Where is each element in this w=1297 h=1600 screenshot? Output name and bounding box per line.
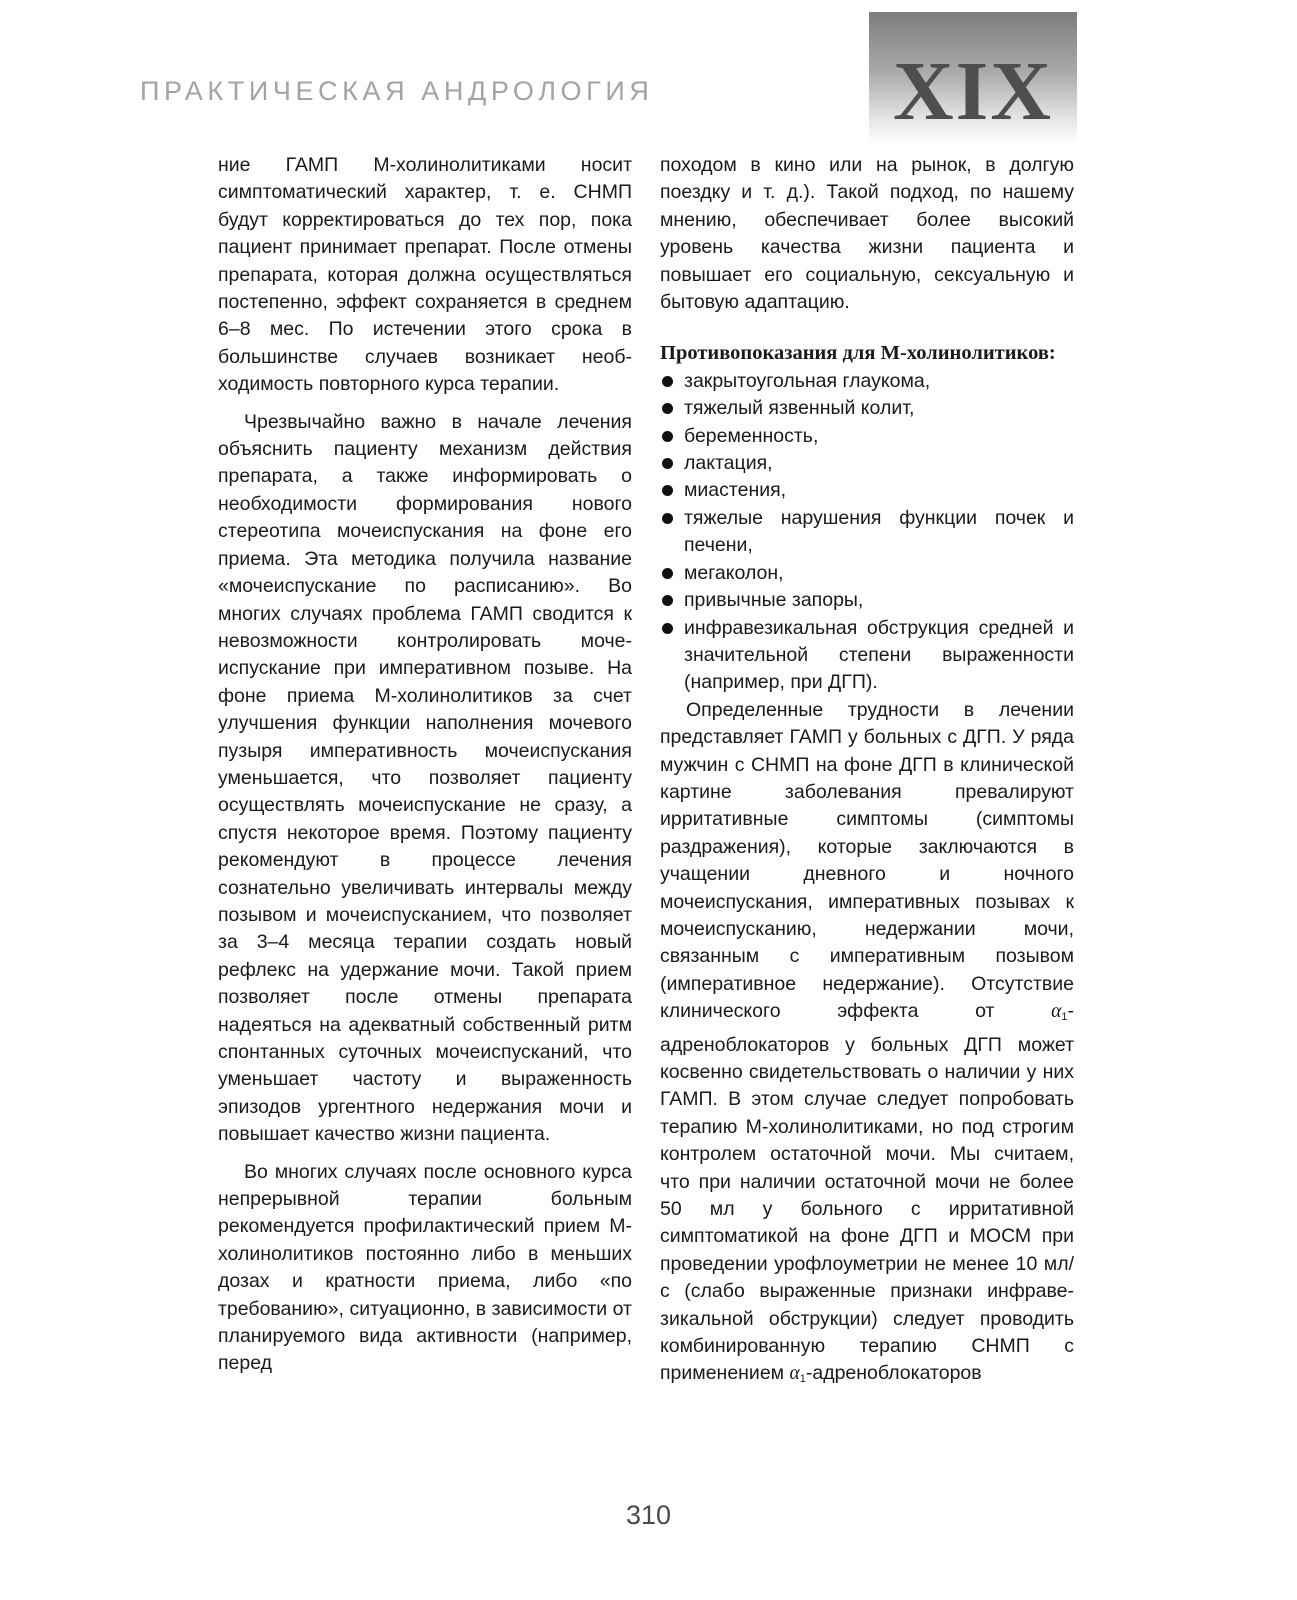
list-item: беременность,	[660, 423, 1074, 450]
paragraph: Во многих случаях после основного курса непрерывной терапии больным рекомендуется профилактический прием М-холинолитиков постоянно либо в меньших дозах и кратности приема, либо «по требованию», ситуационно, в зависимости от планируемого вида активности (например, перед	[218, 1160, 632, 1375]
left-column	[218, 152, 632, 1378]
alpha-subscript: 1	[1061, 1011, 1068, 1024]
list-item: инфравезикальная обструкция средней и значительной степени выраженности (например, при ДГП).	[660, 615, 1074, 697]
text-run: -адреноблокаторов у больных ДГП может косвенно свидетельствовать о наличии у них ГАМП. В этом случае следует попробовать терапию М-холинолитиками, но под строгим контролем остаточной мочи. Мы считаем, что при наличии остаточной мочи не более 50 мл у больного с ирритативной симптоматикой на фоне ДГП и МОСМ при проведении урофлоуметрии не менее 10 мл/с (слабо выраженные признаки инфравезикальной обструкции) следует проводить комбинированную терапию СНМП с применением	[660, 1000, 1074, 1385]
list-item: лактация,	[660, 450, 1074, 477]
section-title: Противопоказания для М-холинолитиков:	[660, 342, 1056, 365]
paragraph: походом в кино или на рынок, в долгую поездку и т. д.). Такой подход, по нашему мнению, обеспечивает более высокий уровень качества жизни пациента и повышает его социальную, сексуальную и бытовую адаптацию.	[660, 154, 1074, 314]
chapter-tab	[869, 12, 1077, 144]
contraindications-list	[660, 368, 1074, 697]
list-item: тяжелые нарушения функции почек и печени,	[660, 505, 1074, 560]
text-run: Определенные трудности в лечении представляет ГАМП у больных с ДГП. У ряда мужчин с СНМП на фоне ДГП в клинической картине заболевания превалируют ирритативные симптомы (симптомы раздражения), которые заключаются в учащении дневного и ночного мочеиспускания, императивных позывах к мочеиспусканию, недержании мочи, связанным с императивным позывом (императивное недержание). Отсутствие клинического эффекта от	[660, 698, 1074, 1023]
list-item: миастения,	[660, 477, 1074, 504]
paragraph	[660, 697, 1074, 1394]
page-number: 310	[625, 1500, 672, 1530]
running-head: ПРАКТИЧЕСКАЯ АНДРОЛОГИЯ	[140, 76, 654, 106]
right-column	[660, 152, 1074, 1394]
alpha-subscript: 1	[799, 1373, 806, 1386]
alpha-symbol: α	[1051, 1001, 1062, 1023]
list-item: привычные запоры,	[660, 587, 1074, 614]
paragraph: Чрезвычайно важно в начале лечения объяснить пациенту механизм действия препарата, а также информировать о необходимости формирования нового стереотипа мочеиспускания на фоне его приема. Эта методика получила название «мочеиспускание по расписанию». Во многих случаях проблема ГАМП сводится к невозможности контролировать мочеиспускание при императивном позыве. На фоне приема М-холинолитиков за счет улучшения функции наполнения мочевого пузыря императивность мочеиспускания уменьшается, что позволяет пациенту осуществлять мочеиспускание не сразу, а спустя некоторое время. Поэтому пациенту рекомендуют в процессе лечения сознательно увеличивать интервалы между позывом и мочеиспусканием, что позволяет за 3–4 месяца терапии создать новый рефлекс на удержание мочи. Такой прием позволяет после отмены препарата надеяться на адекватный собственный ритм спонтанных суточных мочеиспусканий, что уменьшает частоту и выраженность эпизодов ургентного недержания мочи и повышает качество жизни пациента.	[218, 410, 632, 1146]
list-item: тяжелый язвенный колит,	[660, 395, 1074, 422]
alpha-symbol: α	[789, 1363, 800, 1385]
chapter-numeral: XIX	[892, 45, 1053, 138]
list-item: мегаколон,	[660, 560, 1074, 587]
text-run: -адреноблокаторов	[805, 1362, 982, 1385]
list-item: закрытоугольная глаукома,	[660, 368, 1074, 395]
paragraph: ние ГАМП М-холинолитиками носит симптоматический характер, т. е. СНМП будут корректироваться до тех пор, пока пациент принимает препарат. После отмены препарата, которая должна осуществляться постепенно, эффект сохраняется в среднем 6–8 мес. По истечении этого срока в большинстве случаев возникает необходимость повторного курса терапии.	[218, 154, 632, 396]
